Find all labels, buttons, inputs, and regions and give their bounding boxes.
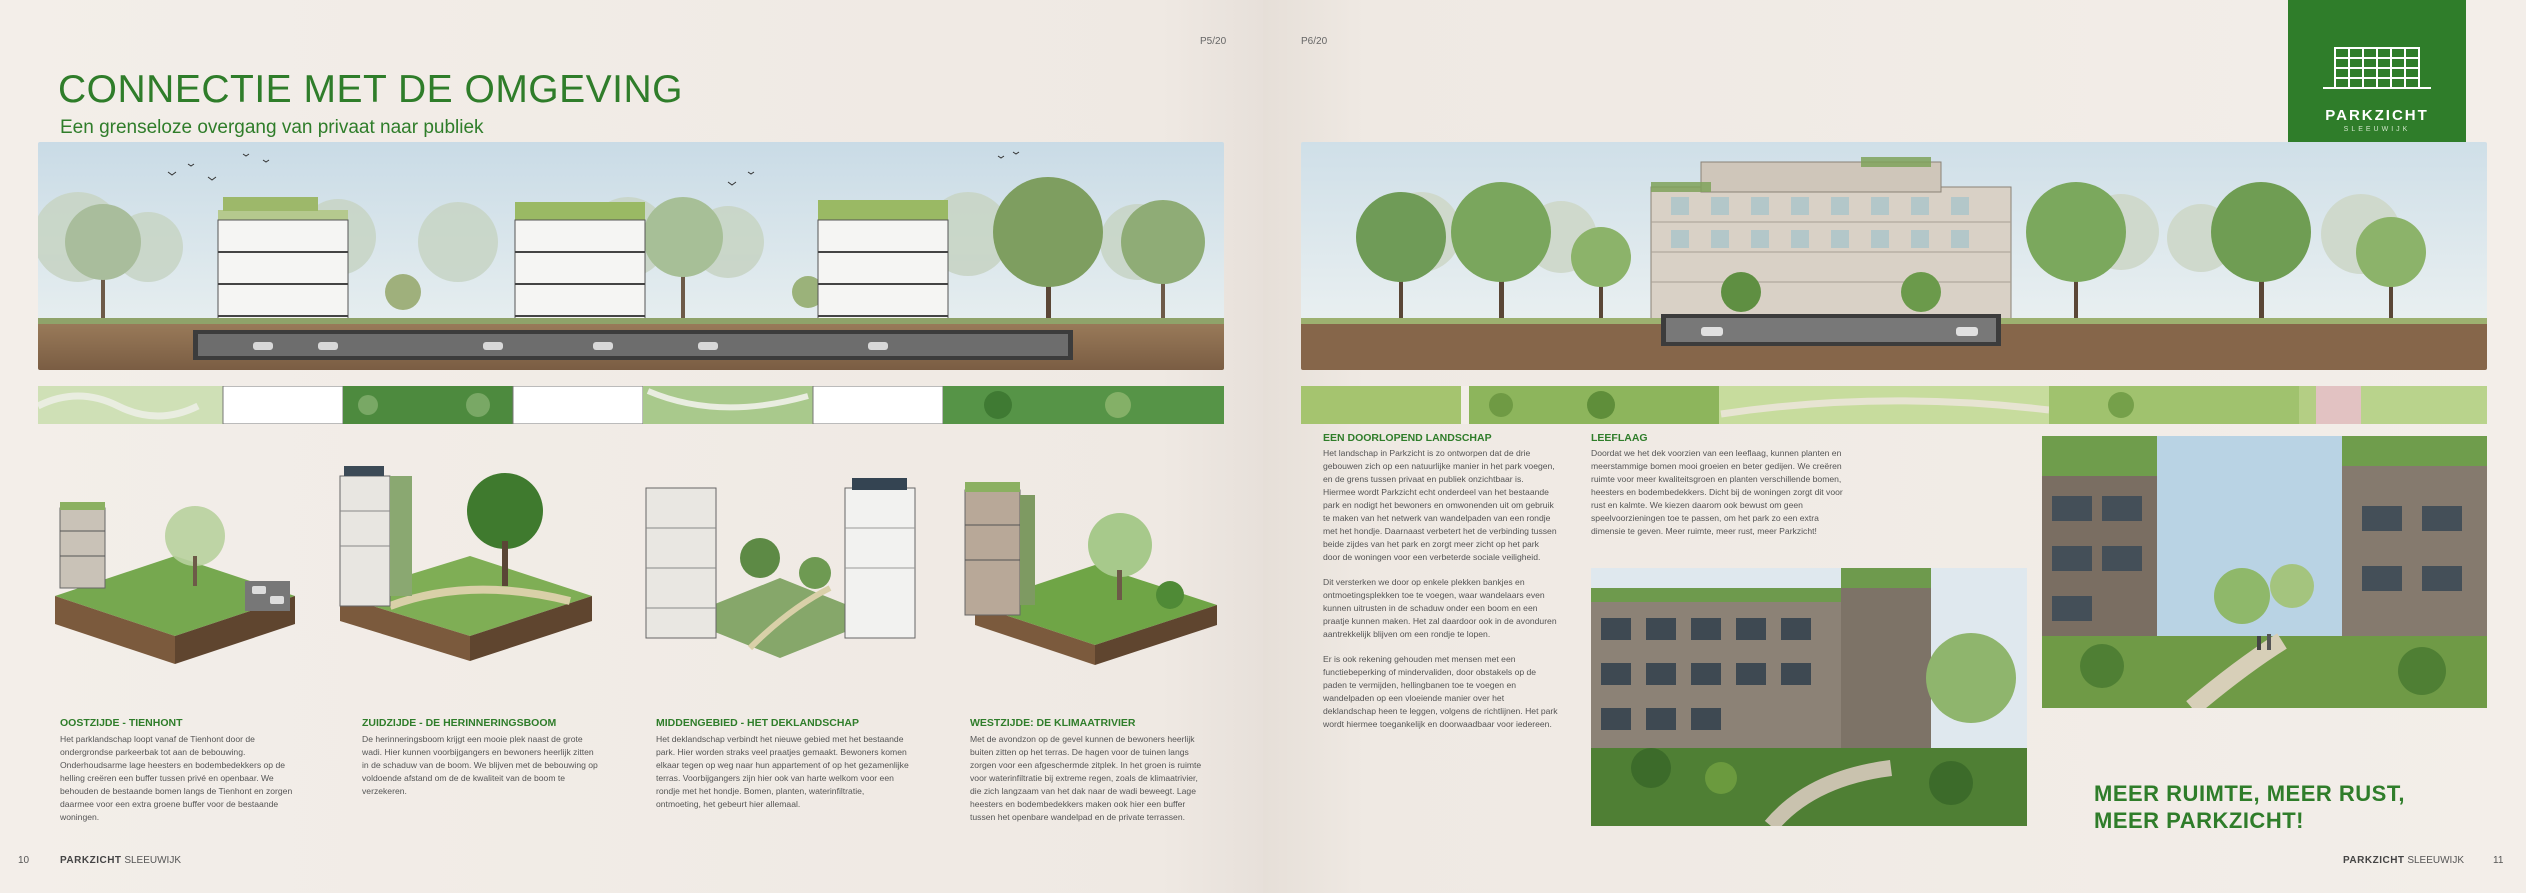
slogan: [2094, 780, 2474, 834]
logo-building-icon: [2317, 38, 2437, 98]
caption-body: Het parklandschap loopt vanaf de Tienhont door de ondergrondse parkeerbak tot aan de bebouwing. Onderhoudsarme lage heesters en bodembedekkers op de helling creëren een buffer tussen privé en openbaar. We behouden de bestaande bomen langs de Tienhont en zorgen daarmee voor een extra groene buffer voor de bestaande woningen.: [60, 734, 293, 822]
illustration-middengebied: [640, 468, 920, 668]
caption-body: Met de avondzon op de gevel kunnen de bewoners heerlijk buiten zitten op het terras. De hagen voor de tuinen langs zorgen voor een afgeschermde zitplek. In het groen is ruimte voor waterinfiltratie bij extreme regen, zoals de klimaatrivier, die zich langzaam van het dak naar de wadi beweegt. Lage heesters en bodembedekkers maken ook hier een buffer tussen het openbare wandelpad en de private terrassen.: [970, 734, 1202, 822]
illustration-oostzijde: [45, 486, 305, 666]
column-paragraph: Er is ook rekening gehouden met mensen met een functiebeperking of mindervaliden, door obstakels op de paden te vermijden, hellingbanen toe te voegen en wandelpaden op een vloeiende manier over het deklandschap heen te leggen, volgens de richtlijnen. Het park wordt hiermee toegankelijk en doorwaadbaar voor iedereen.: [1323, 654, 1558, 729]
footer-brand-name: PARKZICHT: [2343, 855, 2405, 866]
caption-body: De herinneringsboom krijgt een mooie plek naast de grote wadi. Hier kunnen voorbijgangers en bewoners heerlijk zitten in de schaduw van de boom. We blijven met de bebouwing op voldoende afstand om de de kwaliteit van de boom te verzekeren.: [362, 734, 598, 796]
footer-brand-place: SLEEUWIJK: [124, 855, 181, 866]
garden-render: [2042, 436, 2487, 708]
oostzijde-drawing: [45, 486, 305, 666]
column-title: EEN DOORLOPEND LANDSCHAP: [1323, 432, 1492, 444]
footer-brand: [60, 855, 181, 866]
cross-section-drawing: [38, 142, 1224, 370]
render-photo-courtyard: [1591, 568, 2027, 826]
zuidzijde-drawing: [330, 456, 600, 666]
plan-strip-drawing: [1301, 386, 2487, 424]
caption-title: WESTZIJDE: DE KLIMAATRIVIER: [970, 717, 1136, 729]
page-indicator: P5/20: [1200, 36, 1227, 47]
caption-body: Het deklandschap verbindt het nieuwe gebied met het bestaande park. Hier worden straks veel praatjes gemaakt. Bewoners komen elkaar tegen op weg naar hun appartement of op het gezamenlijke terras. Voorbijgangers zijn hier ook van harte welkom voor een rondje met het hondje. Bomen, planten, waterinfiltratie, ontmoeting, het gebeurt hier allemaal.: [656, 734, 909, 809]
logo-place: SLEEUWIJK: [2343, 126, 2411, 133]
westzijde-drawing: [955, 460, 1225, 670]
column-paragraph: Dit versterken we door op enkele plekken bankjes en ontmoetingsplekken toe te voegen, waar wandelaars even kunnen uitrusten in de schaduw onder een boom en een praatje kunnen maken. Het zal daardoor ook in de avonduren aantrekkelijk blijven om een rondje te lopen.: [1323, 577, 1557, 639]
footer-brand-place: SLEEUWIJK: [2407, 855, 2464, 866]
column-paragraph: Het landschap in Parkzicht is zo ontworpen dat de drie gebouwen zich op een natuurlijke manier in het park voegen, en de grens tussen privaat en publiek onzichtbaar is. Hiermee wordt Parkzicht echt onderdeel van het bestaande park en nodigt het bewoners en omwonenden uit om gebruik te maken van het netwerk van wandelpaden van een rondje met het hondje. Daarnaast verbetert het de verbinding tussen beide zijdes van het park en zorgt meer zicht op het park door de woningen voor een verbeterde sociale veiligheid.: [1323, 448, 1557, 562]
page-title: CONNECTIE MET DE OMGEVING: [58, 68, 683, 111]
footer-brand: [2343, 855, 2464, 866]
column-paragraph: Doordat we het dek voorzien van een leeflaag, kunnen planten en meerstammige bomen mooi groeien en beter gedijen. We creëren ruimte voor meer kwaliteitsgroen en planten verschillende bomen, heesters en bodembedekkers. Dicht bij de woningen zorgt dit voor rust en kalmte. We kiezen daarom ook bewust om geen speelvoorzieningen toe te passen, om het park zo een extra dimensie te geven. Meer ruimte, meer rust, meer Parkzicht!: [1591, 448, 1843, 536]
caption-oostzijde: [60, 717, 305, 824]
render-photo-garden: [2042, 436, 2487, 708]
plan-strip-drawing: [38, 386, 1224, 424]
cross-section-illustration: [38, 142, 1224, 370]
illustration-westzijde: [955, 460, 1225, 670]
cross-section-drawing: [1301, 142, 2487, 370]
caption-westzijde: [970, 717, 1210, 824]
middengebied-drawing: [640, 468, 920, 668]
caption-zuidzijde: [362, 717, 602, 798]
caption-title: MIDDENGEBIED - HET DEKLANDSCHAP: [656, 717, 860, 729]
caption-title: ZUIDZIJDE - DE HERINNERINGSBOOM: [362, 717, 557, 729]
slogan-line-1: MEER RUIMTE, MEER RUST,: [2094, 781, 2405, 806]
plan-strip: [38, 386, 1224, 424]
slogan-line-2: MEER PARKZICHT!: [2094, 808, 2304, 833]
footer-brand-name: PARKZICHT: [60, 855, 122, 866]
page-subtitle: Een grenseloze overgang van privaat naar publiek: [60, 117, 484, 138]
text-column-leeflaag: [1591, 432, 1846, 538]
logo-name: PARKZICHT: [2325, 107, 2429, 124]
parkzicht-logo: [2288, 0, 2466, 160]
right-page: [1263, 0, 2526, 893]
caption-title: OOSTZIJDE - TIENHONT: [60, 717, 183, 729]
footer-page-number: 10: [18, 855, 30, 866]
column-title: LEEFLAAG: [1591, 432, 1648, 444]
illustration-zuidzijde: [330, 456, 600, 666]
text-column-landschap: [1323, 432, 1558, 731]
footer-page-number: 11: [2493, 855, 2504, 866]
plan-strip: [1301, 386, 2487, 424]
cross-section-illustration: [1301, 142, 2487, 370]
caption-middengebied: [656, 717, 911, 811]
courtyard-render: [1591, 568, 2027, 826]
page-indicator: P6/20: [1301, 36, 1328, 47]
